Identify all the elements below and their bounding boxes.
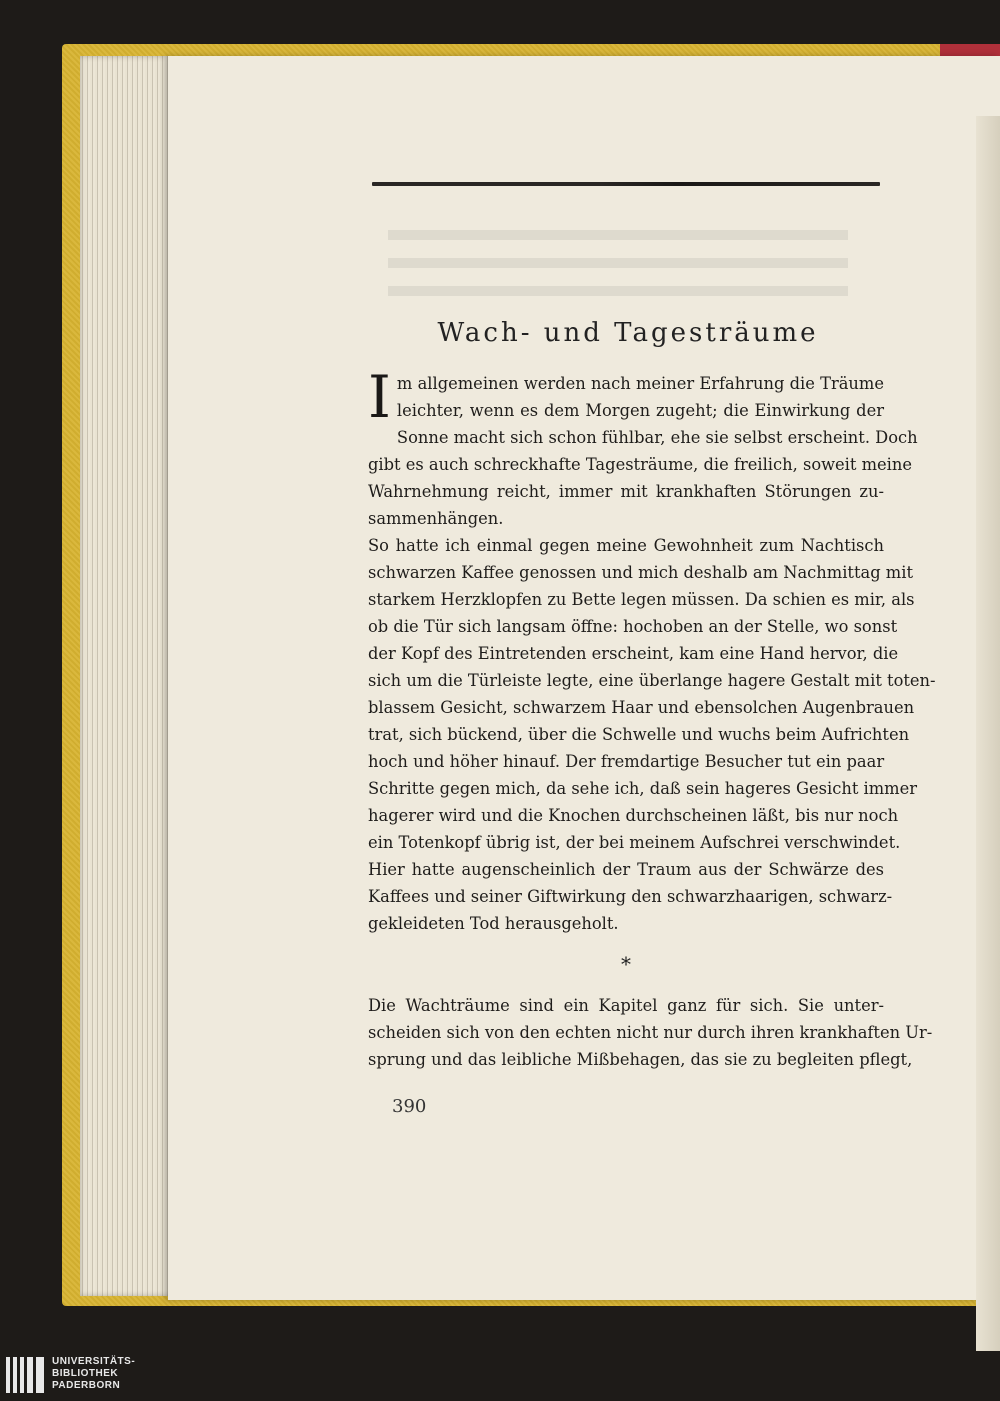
text-line: gibt es auch schreckhafte Tagesträume, die freilich, soweit meine [368, 455, 913, 474]
text-line: sprung und das leibliche Mißbehagen, das sie zu begleiten pflegt, [368, 1050, 913, 1069]
text-line: leichter, wenn es dem Morgen zugeht; die Einwirkung der [396, 401, 884, 420]
library-name-line: PADERBORN [52, 1380, 121, 1391]
drop-cap: I [368, 363, 391, 431]
paragraph-2 [368, 532, 936, 937]
paragraph-1 [368, 363, 918, 532]
text-line: hoch und höher hinauf. Der fremdartige Besucher tut ein paar [368, 752, 885, 771]
library-name [52, 1356, 135, 1392]
text-line: So hatte ich einmal gegen meine Gewohnheit zum Nachtisch [368, 536, 884, 555]
header-rule [372, 182, 880, 186]
page-number: 390 [392, 1096, 427, 1117]
book-page [168, 56, 1000, 1300]
text-line: ob die Tür sich langsam öffne: hochoben an der Stelle, wo sonst [368, 617, 898, 636]
text-line: Die Wachträume sind ein Kapitel ganz für sich. Sie unter- [368, 996, 884, 1015]
show-through [388, 226, 848, 296]
text-line: Hier hatte augenscheinlich der Traum aus der Schwärze des [368, 860, 884, 879]
text-line: starkem Herzklopfen zu Bette legen müssen. Da schien es mir, als [368, 590, 915, 609]
library-logo-icon [6, 1357, 46, 1393]
text-line: Wahrnehmung reicht, immer mit krankhaften Störungen zu- [368, 482, 884, 501]
text-line: der Kopf des Eintretenden erscheint, kam eine Hand hervor, die [368, 644, 899, 663]
text-line: schwarzen Kaffee genossen und mich deshalb am Nachmittag mit [368, 563, 914, 582]
text-line: blassem Gesicht, schwarzem Haar und ebensolchen Augenbrauen [368, 698, 915, 717]
section-separator: * [621, 952, 631, 976]
chapter-title: Wach- und Tagesträume [437, 318, 819, 348]
library-name-line: UNIVERSITÄTS- [52, 1356, 136, 1367]
text-line: sammenhängen. [368, 509, 504, 528]
library-name-line: BIBLIOTHEK [52, 1368, 119, 1379]
page-gutter [976, 116, 1000, 1356]
text-line: Kaffees und seiner Giftwirkung den schwarzhaarigen, schwarz- [368, 887, 893, 906]
text-line: trat, sich bückend, über die Schwelle und wuchs beim Aufrichten [368, 725, 910, 744]
text-line: Sonne macht sich schon fühlbar, ehe sie selbst erscheint. Doch [396, 428, 918, 447]
text-line: ein Totenkopf übrig ist, der bei meinem Aufschrei verschwindet. [368, 833, 901, 852]
text-line: sich um die Türleiste legte, eine überlange hagere Gestalt mit toten- [368, 671, 936, 690]
library-footer [0, 1351, 1000, 1401]
text-line: hagerer wird und die Knochen durchscheinen läßt, bis nur noch [368, 806, 899, 825]
text-line: m allgemeinen werden nach meiner Erfahrung die Träume [396, 374, 884, 393]
text-line: Schritte gegen mich, da sehe ich, daß sein hageres Gesicht immer [368, 779, 918, 798]
text-line: scheiden sich von den echten nicht nur durch ihren krankhaften Ur- [368, 1023, 933, 1042]
paragraph-3 [368, 992, 933, 1073]
text-line: gekleideten Tod herausgeholt. [368, 914, 619, 933]
body-text [368, 363, 936, 937]
